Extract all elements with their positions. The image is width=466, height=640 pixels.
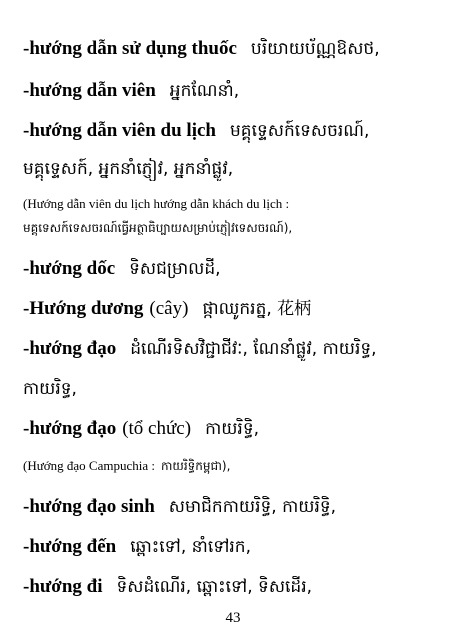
entry-huong-dan-vien-du-lich (23, 120, 448, 143)
example-note-khmer: មគ្គុទេសក៍ទេសចរណ៍ធ្វើអត្ថាធិប្បាយសម្រាប់ភ្ញៀវទេសចរណ៍), (23, 221, 293, 235)
entry-term: -hướng dẫn sử dụng thuốc (23, 38, 237, 59)
entry-khmer-translation: សមាជិកកាយរិទ្ធិ, កាយរិទ្ធិ, (168, 497, 337, 517)
entry-khmer-translation: ដំណើរទិសវិជ្ជាជីវៈ, ណែនាំផ្លូវ, កាយរិទ្ធ, (130, 339, 377, 359)
entry-huong-dao-to-chuc (23, 418, 448, 441)
entry-term: -hướng dẫn viên (23, 80, 156, 101)
entry-term: -hướng đạo sinh (23, 496, 155, 517)
entry-huong-di (23, 576, 448, 599)
entry-term: -hướng dốc (23, 258, 116, 279)
entry-continuation (23, 378, 448, 401)
entry-huong-duong (23, 298, 448, 321)
entry-khmer-translation: ទិសជម្រាលដី, (129, 259, 221, 279)
example-note-text: (Hướng đạo Campuchia : (23, 458, 155, 473)
entry-huong-dao-sinh (23, 496, 448, 519)
entry-khmer-translation: ផ្កាឈូករត្ន, 花柄 (202, 299, 312, 319)
entry-term: -Hướng dương (23, 298, 144, 319)
entry-khmer-translation: មគ្គុទ្ទេសក៍ទេសចរណ៍, (230, 121, 370, 141)
example-note-khmer: កាយរិទ្ធិកម្ពុជា), (160, 459, 231, 473)
entry-qualifier: (tổ chức) (122, 418, 192, 439)
entry-term: -hướng đạo (23, 418, 117, 439)
entry-khmer-translation: ទិសដំណើរ, ឆ្ពោះទៅ, ទិសដើរ, (116, 577, 313, 597)
entry-term: -hướng đến (23, 536, 117, 557)
entry-huong-dan-su-dung-thuoc (23, 38, 448, 61)
entry-term: -hướng đi (23, 576, 103, 597)
entry-khmer-translation: ឆ្ពោះទៅ, នាំទៅរក, (130, 537, 252, 557)
entry-khmer-translation: កាយរិទ្ធ, (23, 379, 77, 399)
entry-khmer-translation: មគ្គុទ្ទេសក៍, អ្នកនាំភ្ញៀវ, អ្នកនាំផ្លូវ, (23, 159, 234, 179)
entry-khmer-translation: កាយរិទ្ធិ, (205, 419, 260, 439)
page-number: 43 (225, 610, 241, 626)
entry-example-note (23, 458, 448, 474)
entry-example-note (23, 196, 448, 212)
entry-example-note-khmer (23, 220, 448, 236)
entry-qualifier: (cây) (149, 298, 189, 319)
example-note-text: (Hướng dẫn viên du lịch hướng dẫn khách du lịch : (23, 196, 290, 211)
entry-continuation (23, 158, 448, 181)
entry-huong-dao (23, 338, 448, 361)
entry-huong-den (23, 536, 448, 559)
entry-huong-doc (23, 258, 448, 281)
entry-term: -hướng dẫn viên du lịch (23, 120, 216, 141)
entry-term: -hướng đạo (23, 338, 117, 359)
entry-huong-dan-vien (23, 80, 448, 103)
entry-khmer-translation: បរិយាយប័ណ្ណឱសថ, (250, 39, 380, 59)
entry-khmer-translation: អ្នកណែនាំ, (169, 81, 240, 101)
